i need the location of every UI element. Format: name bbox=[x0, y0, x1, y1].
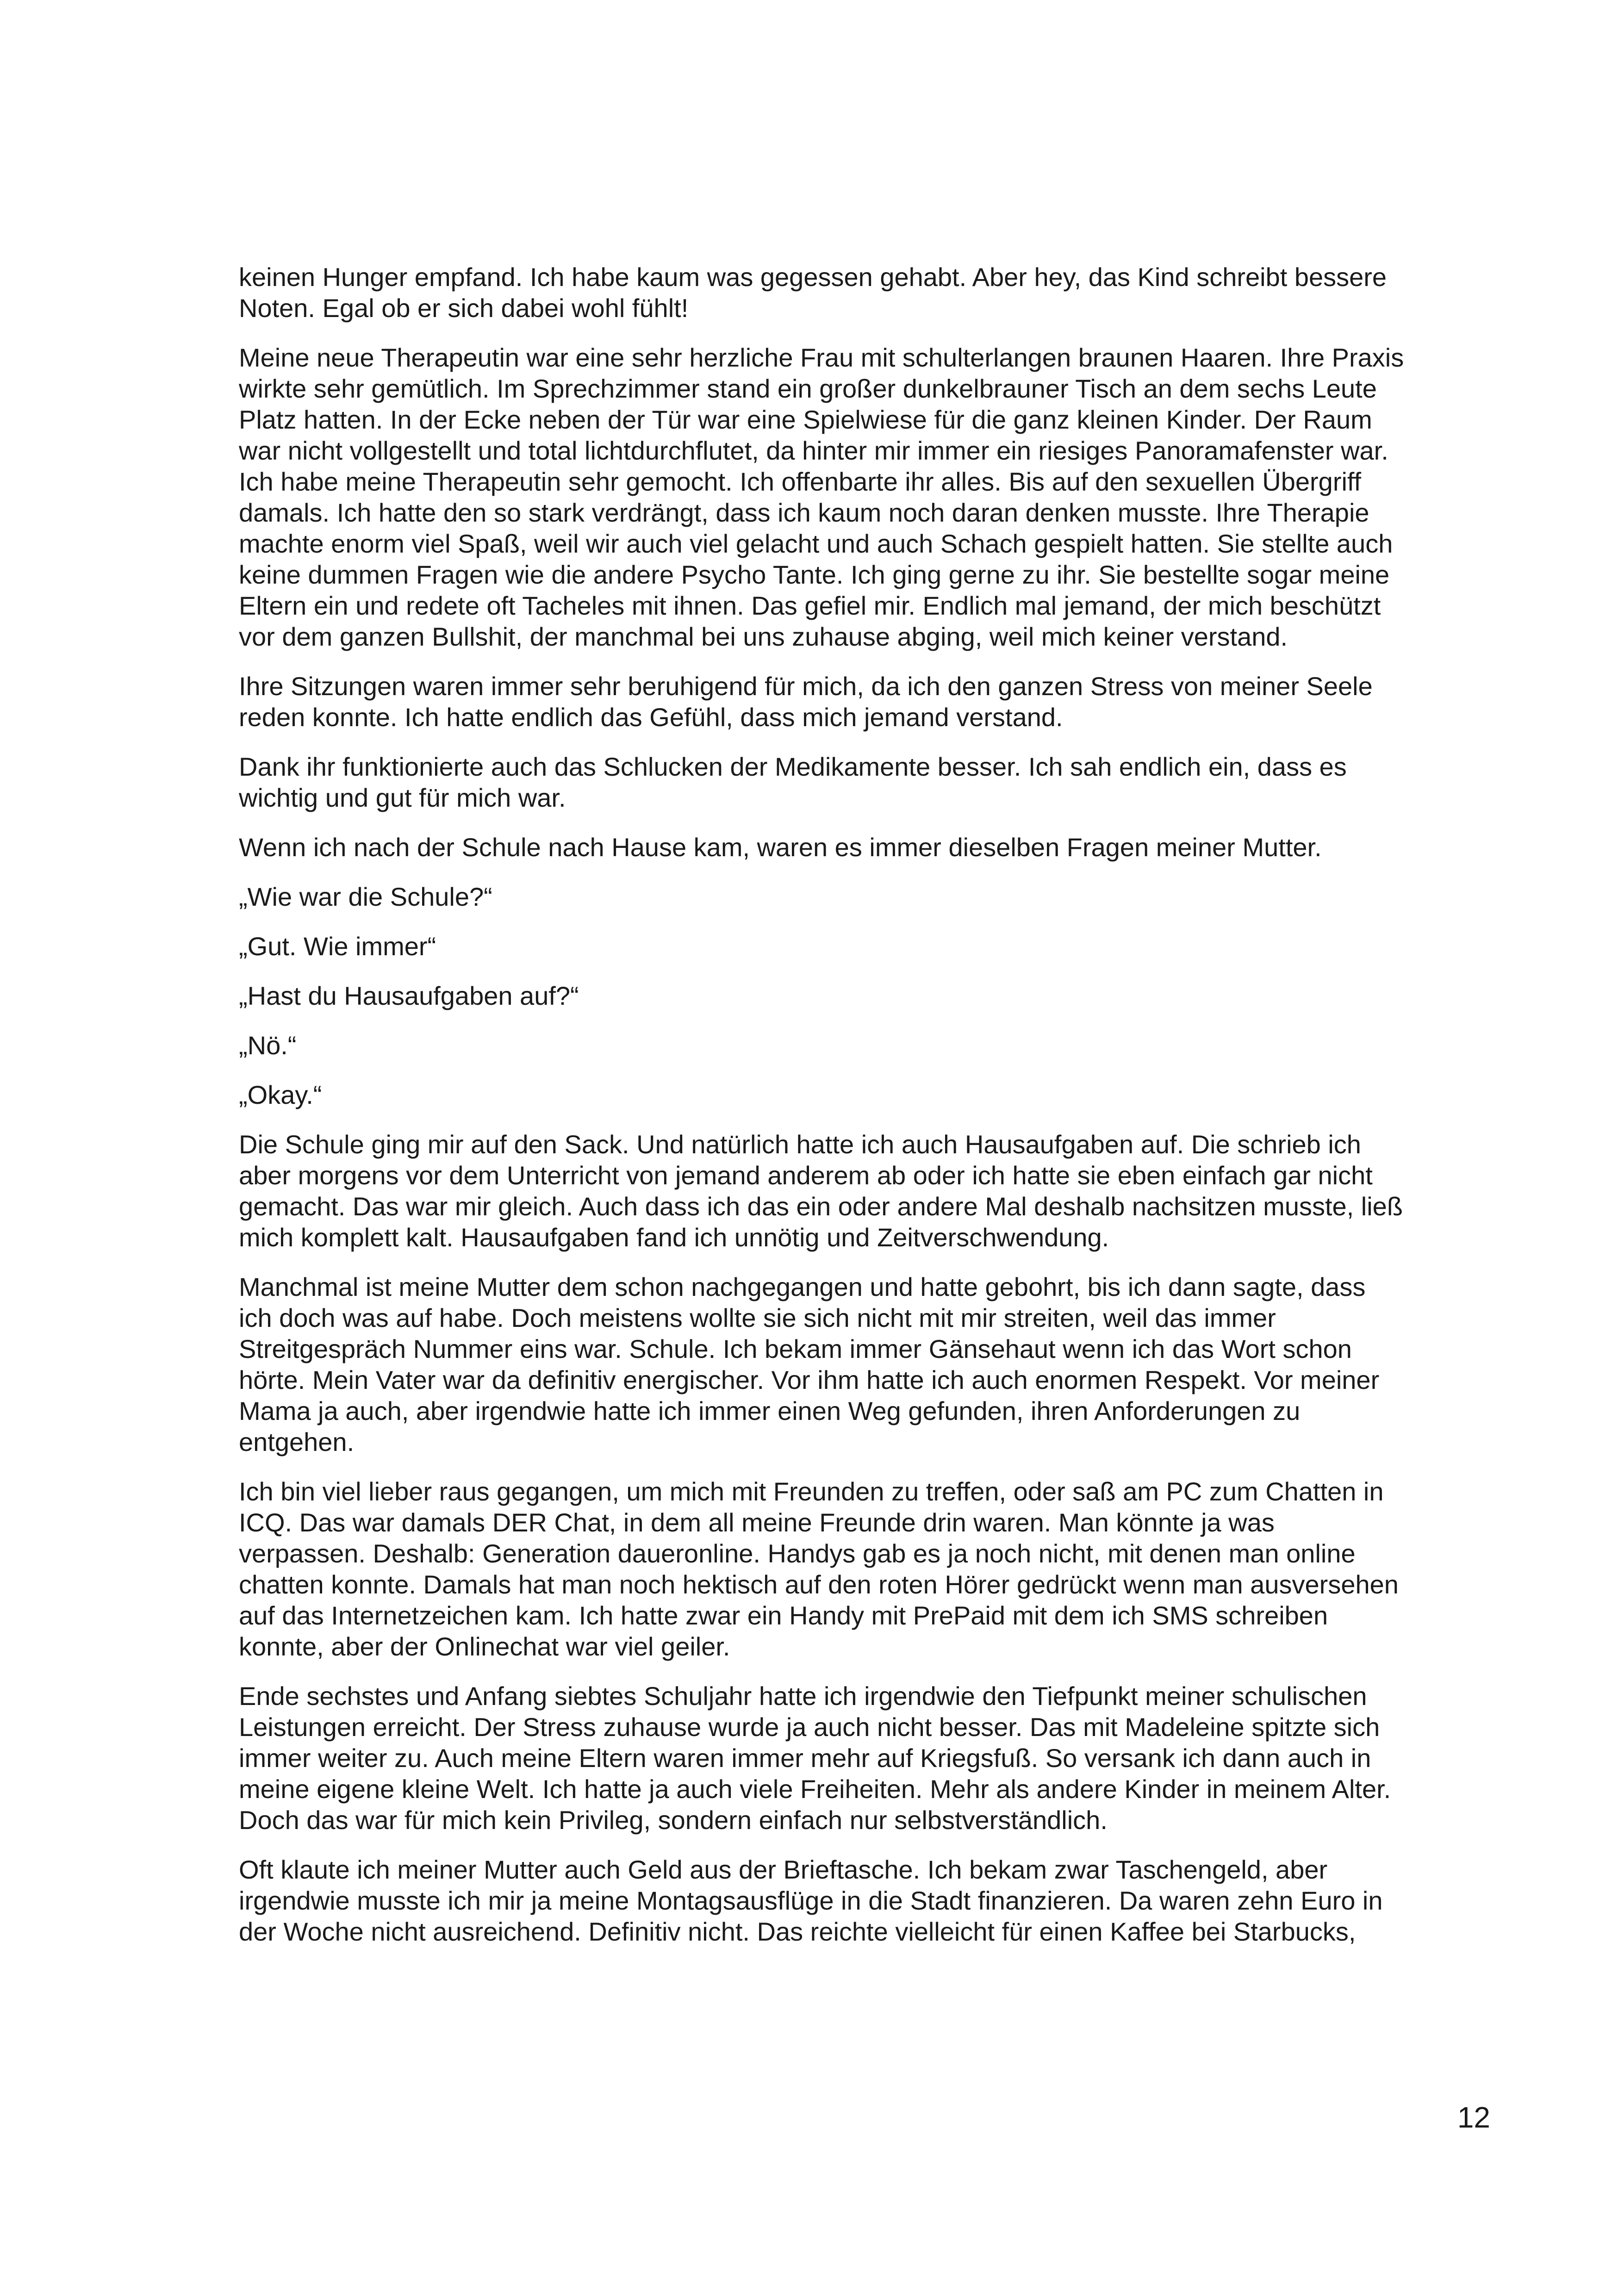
dialogue-line: „Nö.“ bbox=[239, 1031, 297, 1060]
body-text bbox=[239, 261, 1405, 1966]
page-number: 12 bbox=[1457, 2101, 1490, 2134]
paragraph: Oft klaute ich meiner Mutter auch Geld aus der Brieftasche. Ich bekam zwar Taschengeld, aber irgendwie musste ich mir ja meine Montagsausflüge in die Stadt finanzieren. Da waren zehn Euro in der Woche nicht ausreichend. Definitiv nicht. Das reichte vielleicht für einen Kaffee bei Starbucks, bbox=[239, 1855, 1383, 1946]
dialogue-line: „Hast du Hausaufgaben auf?“ bbox=[239, 981, 579, 1010]
paragraph: Wenn ich nach der Schule nach Hause kam, waren es immer dieselben Fragen meiner Mutter. bbox=[239, 833, 1322, 862]
dialogue-line: „Wie war die Schule?“ bbox=[239, 882, 492, 911]
paragraph: Die Schule ging mir auf den Sack. Und natürlich hatte ich auch Hausaufgaben auf. Die schrieb ich aber morgens vor dem Unterricht von jemand anderem ab oder ich hatte sie eben einfach gar nicht gemacht. Das war mir gleich. Auch dass ich das ein oder andere Mal deshalb nachsitzen musste, ließ mich komplett kalt. Hausaufgaben fand ich unnötig und Zeitverschwendung. bbox=[239, 1130, 1403, 1252]
paragraph: Dank ihr funktionierte auch das Schlucken der Medikamente besser. Ich sah endlich ein, dass es wichtig und gut für mich war. bbox=[239, 752, 1347, 812]
paragraph: Manchmal ist meine Mutter dem schon nachgegangen und hatte gebohrt, bis ich dann sagte, dass ich doch was auf habe. Doch meistens wollte sie sich nicht mit mir streiten, weil das immer Streitgespräch Nummer eins war. Schule. Ich bekam immer Gänsehaut wenn ich das Wort schon hörte. Mein Vater war da definitiv energischer. Vor ihm hatte ich auch enormen Respekt. Vor meiner Mama ja auch, aber irgendwie hatte ich immer einen Weg gefunden, ihren Anforderungen zu entgehen. bbox=[239, 1272, 1380, 1456]
paragraph: keinen Hunger empfand. Ich habe kaum was gegessen gehabt. Aber hey, das Kind schreibt bessere Noten. Egal ob er sich dabei wohl fühlt! bbox=[239, 262, 1387, 323]
paragraph: Ende sechstes und Anfang siebtes Schuljahr hatte ich irgendwie den Tiefpunkt meiner schulischen Leistungen erreicht. Der Stress zuhause wurde ja auch nicht besser. Das mit Madeleine spitzte sich immer weiter zu. Auch meine Eltern waren immer mehr auf Kriegsfuß. So versank ich dann auch in meine eigene kleine Welt. Ich hatte ja auch viele Freiheiten. Mehr als andere Kinder in meinem Alter. Doch das war für mich kein Privileg, sondern einfach nur selbstverständlich. bbox=[239, 1681, 1391, 1835]
dialogue-line: „Gut. Wie immer“ bbox=[239, 932, 436, 961]
dialogue-line: „Okay.“ bbox=[239, 1080, 322, 1109]
paragraph: Meine neue Therapeutin war eine sehr herzliche Frau mit schulterlangen braunen Haaren. Ihre Praxis wirkte sehr gemütlich. Im Sprechzimmer stand ein großer dunkelbrauner Tisch an dem sechs Leute Platz hatten. In der Ecke neben der Tür war eine Spielwiese für die ganz kleinen Kinder. Der Raum war nicht vollgestellt und total lichtdurchflutet, da hinter mir immer ein riesiges Panoramafenster war. Ich habe meine Therapeutin sehr gemocht. Ich offenbarte ihr alles. Bis auf den sexuellen Übergriff damals. Ich hatte den so stark verdrängt, dass ich kaum noch daran denken musste. Ihre Therapie machte enorm viel Spaß, weil wir auch viel gelacht und auch Schach gespielt hatten. Sie stellte auch keine dummen Fragen wie die andere Psycho Tante. Ich ging gerne zu ihr. Sie bestellte sogar meine Eltern ein und redete oft Tacheles mit ihnen. Das gefiel mir. Endlich mal jemand, der mich beschützt vor dem ganzen Bullshit, der manchmal bei uns zuhause abging, weil mich keiner verstand. bbox=[239, 343, 1404, 651]
paragraph: Ihre Sitzungen waren immer sehr beruhigend für mich, da ich den ganzen Stress von meiner Seele reden konnte. Ich hatte endlich das Gefühl, dass mich jemand verstand. bbox=[239, 672, 1373, 732]
paragraph: Ich bin viel lieber raus gegangen, um mich mit Freunden zu treffen, oder saß am PC zum Chatten in ICQ. Das war damals DER Chat, in dem all meine Freunde drin waren. Man könnte ja was verpassen. Deshalb: Generation daueronline. Handys gab es ja noch nicht, mit denen man online chatten konnte. Damals hat man noch hektisch auf den roten Hörer gedrückt wenn man ausversehen auf das Internetzeichen kam. Ich hatte zwar ein Handy mit PrePaid mit dem ich SMS schreiben konnte, aber der Onlinechat war viel geiler. bbox=[239, 1477, 1399, 1661]
